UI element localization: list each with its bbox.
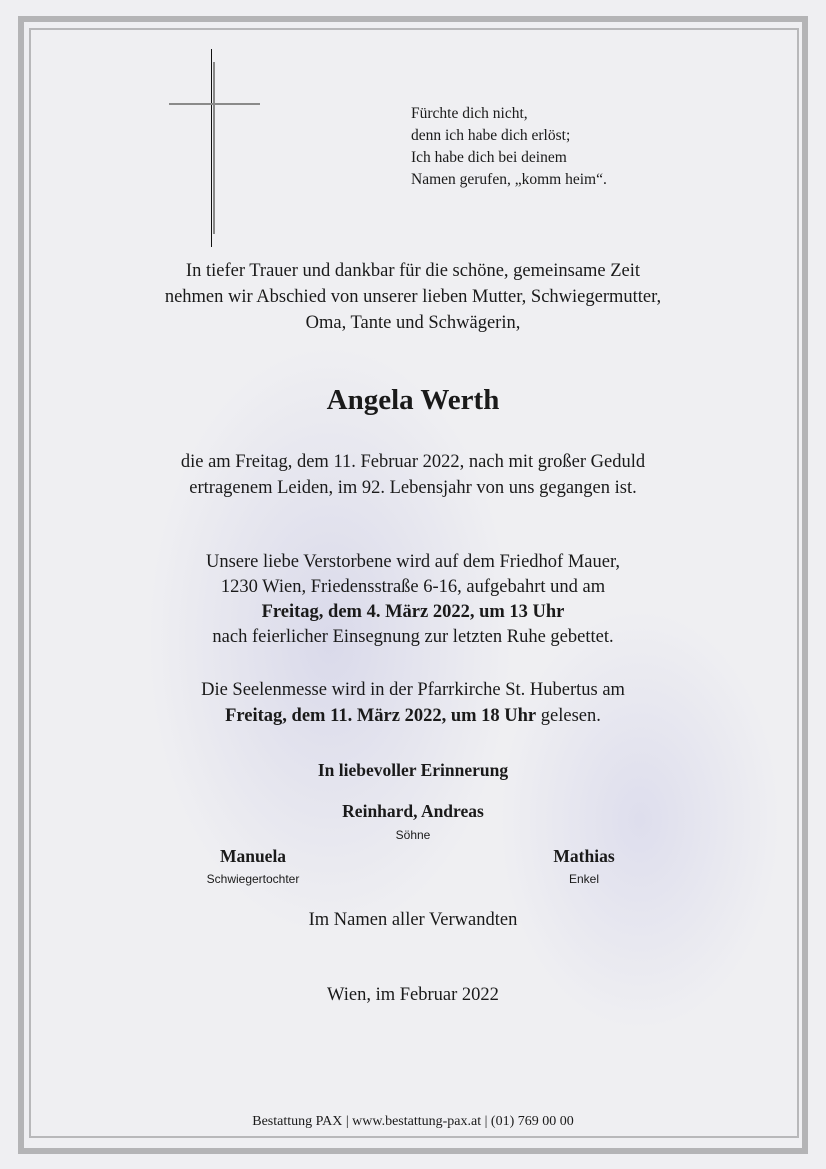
funeral-line: Unsere liebe Verstorbene wird auf dem Friedhof Mauer,	[205, 552, 620, 572]
relatives-text: Im Namen aller Verwandten	[308, 910, 518, 930]
mourner-relation: Enkel	[568, 872, 600, 886]
quote-line: denn ich habe dich erlöst;	[411, 127, 571, 144]
intro-line: Oma, Tante und Schwägerin,	[305, 313, 521, 333]
funeral-home-footer: Bestattung PAX | www.bestattung-pax.at | (01) 769 00 00	[252, 1114, 574, 1129]
place-date: Wien, im Februar 2022	[327, 985, 499, 1005]
deceased-name: Angela Werth	[326, 384, 500, 416]
mourner-name: Reinhard, Andreas	[342, 801, 484, 821]
intro-text	[0, 258, 826, 336]
quote-line: Namen gerufen, „komm heim“.	[411, 171, 607, 188]
bible-quote	[411, 103, 607, 191]
death-line: ertragenem Leiden, im 92. Lebensjahr von uns gegangen ist.	[189, 478, 637, 498]
funeral-text	[0, 550, 826, 650]
intro-line: nehmen wir Abschied von unserer lieben Mutter, Schwiegermutter,	[164, 287, 662, 307]
death-line: die am Freitag, dem 11. Februar 2022, nach mit großer Geduld	[180, 452, 646, 472]
mourner-name: Manuela	[219, 846, 287, 866]
mass-text	[0, 677, 826, 729]
mass-line: Die Seelenmesse wird in der Pfarrkirche St. Hubertus am	[201, 680, 625, 700]
mourner-relation: Schwiegertochter	[206, 872, 300, 886]
quote-line: Ich habe dich bei deinem	[411, 149, 567, 166]
quote-line: Fürchte dich nicht,	[411, 105, 528, 122]
funeral-date: Freitag, dem 4. März 2022, um 13 Uhr	[261, 602, 565, 622]
mass-suffix: gelesen.	[536, 706, 601, 726]
intro-line: In tiefer Trauer und dankbar für die schöne, gemeinsame Zeit	[185, 261, 641, 281]
mourner-relation: Söhne	[395, 828, 431, 842]
funeral-line: nach feierlicher Einsegnung zur letzten Ruhe gebettet.	[212, 627, 614, 647]
death-text	[0, 449, 826, 501]
funeral-line: 1230 Wien, Friedensstraße 6-16, aufgebahrt und am	[220, 577, 606, 597]
mourner-name: Mathias	[553, 846, 615, 866]
mass-date: Freitag, dem 11. März 2022, um 18 Uhr	[225, 706, 537, 726]
memory-heading: In liebevoller Erinnerung	[317, 760, 509, 780]
mass-date-line	[0, 703, 826, 729]
